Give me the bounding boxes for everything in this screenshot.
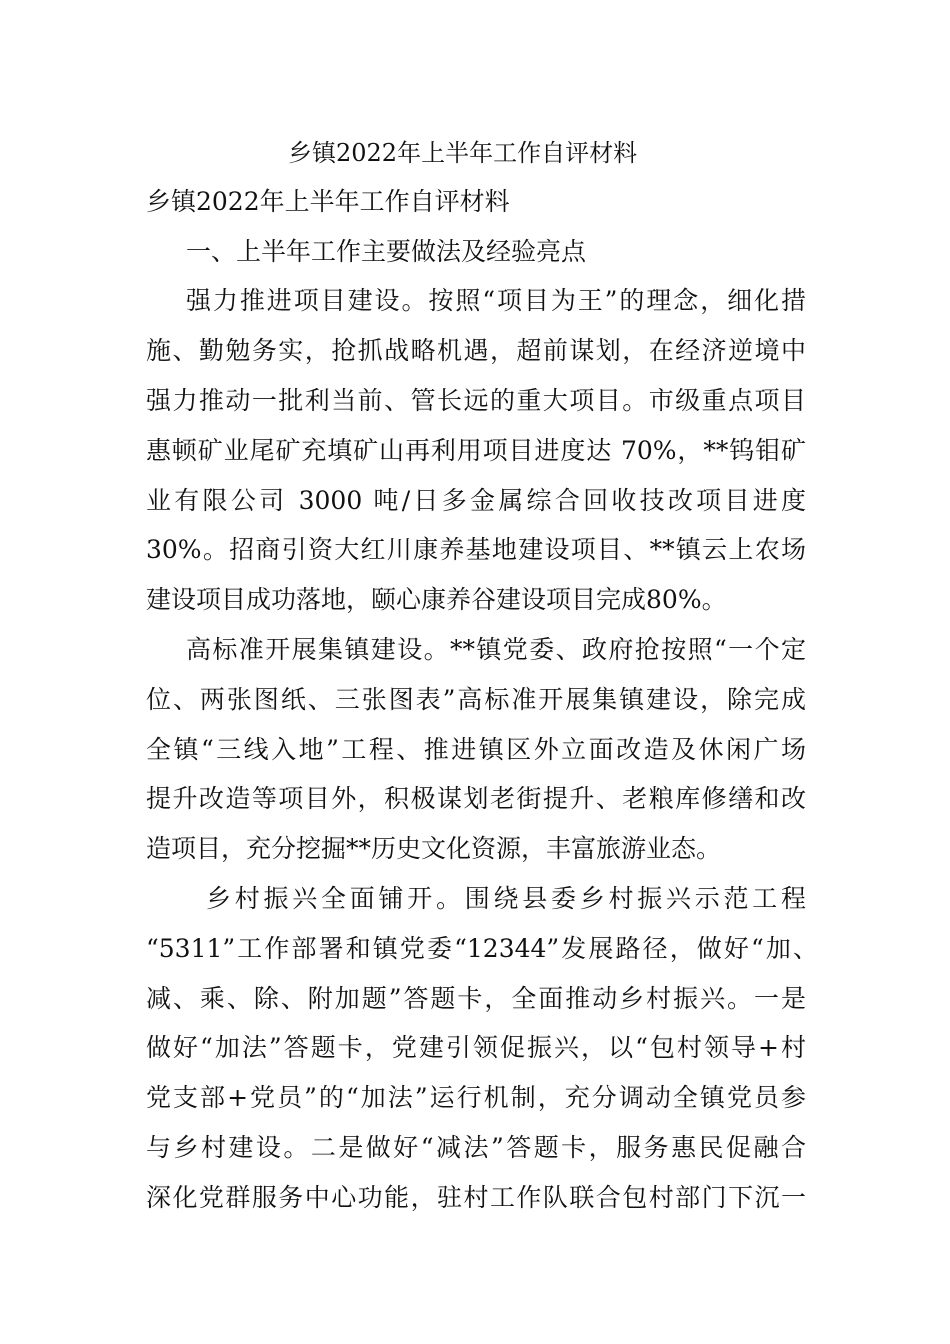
body-line: “5311”工作部署和镇党委“12344”发展路径，做好“加、 — [146, 934, 818, 963]
body-line: 建设项目成功落地，颐心康养谷建设项目完成80%。 — [146, 585, 727, 614]
body-line: 业有限公司 3000 吨/日多金属综合回收技改项目进度 — [146, 486, 806, 515]
body-line: 强力推进项目建设。按照“项目为王”的理念，细化措 — [186, 286, 806, 315]
body-line: 惠顿矿业尾矿充填矿山再利用项目进度达 70%，**钨钼矿 — [146, 436, 806, 465]
body-line: 施、勤勉务实，抢抓战略机遇，超前谋划，在经济逆境中 — [146, 336, 806, 365]
body-line: 与乡村建设。二是做好“减法”答题卡，服务惠民促融合 — [146, 1133, 806, 1162]
body-line: 党支部+党员”的“加法”运行机制，充分调动全镇党员参 — [146, 1083, 806, 1112]
section-heading: 一、上半年工作主要做法及经验亮点 — [186, 237, 587, 266]
document-title: 乡镇2022年上半年工作自评材料 — [288, 139, 638, 167]
body-line: 深化党群服务中心功能，驻村工作队联合包村部门下沉一 — [146, 1183, 806, 1212]
body-line: 做好“加法”答题卡，党建引领促振兴，以“包村领导+村 — [146, 1033, 806, 1062]
body-line: 提升改造等项目外，积极谋划老街提升、老粮库修缮和改 — [146, 784, 806, 813]
body-line: 减、乘、除、附加题”答题卡，全面推动乡村振兴。一是 — [146, 984, 806, 1013]
body-line: 造项目，充分挖掘**历史文化资源，丰富旅游业态。 — [146, 834, 722, 863]
body-line: 全镇“三线入地”工程、推进镇区外立面改造及休闲广场 — [146, 735, 806, 764]
body-line: 乡村振兴全面铺开。围绕县委乡村振兴示范工程 — [206, 884, 806, 913]
body-line: 位、两张图纸、三张图表”高标准开展集镇建设，除完成 — [146, 685, 806, 714]
document-subtitle: 乡镇2022年上半年工作自评材料 — [146, 187, 510, 216]
body-line: 高标准开展集镇建设。**镇党委、政府抢按照“一个定 — [186, 635, 806, 664]
body-line: 30%。招商引资大红川康养基地建设项目、**镇云上农场 — [146, 535, 806, 564]
body-line: 强力推动一批利当前、管长远的重大项目。市级重点项目 — [146, 386, 806, 415]
